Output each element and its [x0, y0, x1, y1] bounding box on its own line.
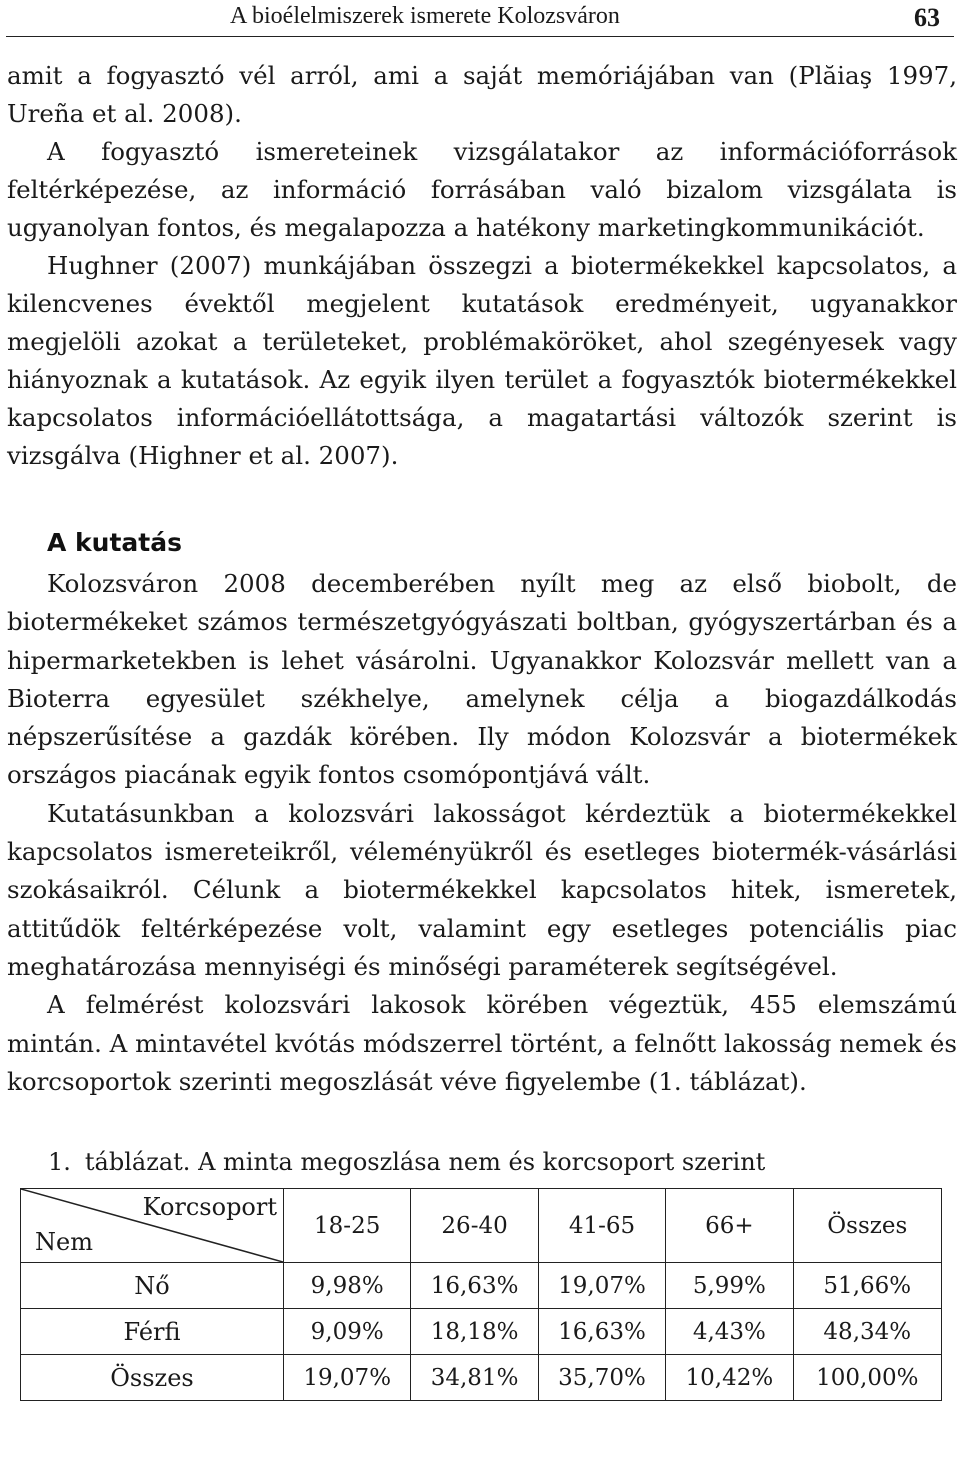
- column-axis-label: Korcsoport: [142, 1193, 277, 1221]
- table-cell: 18,18%: [411, 1309, 538, 1355]
- sample-distribution-table: [20, 1188, 942, 1401]
- paragraph: A fogyasztó ismereteinek vizsgálatakor az információforrások feltérképezése, az információ forrásában való bizalom vizsgálata is ugyanolyan fontos, és megalapozza a hatékony marketingkommunikációt.: [7, 137, 957, 242]
- paragraph: Hughner (2007) munkájában összegzi a biotermékekkel kapcsolatos, a kilencvenes évektől megjelent kutatások eredményeit, ugyanakkor megjelöli azokat a területeket, problémaköröket, ahol szegényesek vagy hiányoznak a kutatások. Az egyik ilyen terület a fogyasztók biotermékekkel kapcsolatos információellátottsága, a magatartási változók szerint is vizsgálva (Highner et al. 2007).: [7, 251, 957, 470]
- table-caption-text: táblázat. A minta megoszlása nem és korcsoport szerint: [84, 1148, 766, 1176]
- table-cell: 34,81%: [411, 1355, 538, 1401]
- page-number: 63: [914, 3, 940, 32]
- table-cell: 16,63%: [538, 1309, 665, 1355]
- paragraph: Kolozsváron 2008 decemberében nyílt meg az első biobolt, de biotermékeket számos természetgyógyászati boltban, gyógyszertárban és a hipermarketekben is lehet vásárolni. Ugyanakkor Kolozsvár mellett van a Bioterra egyesület székhelye, amelynek célja a biogazdálkodás népszerűsítése a gazdák körében. Ily módon Kolozsvár a biotermékek országos piacának egyik fontos csomópontjává vált.: [7, 569, 957, 790]
- table-cell: 35,70%: [538, 1355, 665, 1401]
- row-axis-label: Nem: [35, 1228, 93, 1256]
- intro-text: [7, 57, 957, 475]
- column-header: Összes: [793, 1189, 941, 1263]
- running-title: A bioélelmiszerek ismerete Kolozsváron: [230, 3, 620, 29]
- table-corner-cell: [21, 1189, 284, 1263]
- table-cell: 4,43%: [666, 1309, 793, 1355]
- section-heading: A kutatás: [47, 528, 182, 557]
- table-cell: 16,63%: [411, 1263, 538, 1309]
- page-header: [6, 0, 954, 37]
- table-row: [21, 1263, 942, 1309]
- table-cell: 48,34%: [793, 1309, 941, 1355]
- paragraph: amit a fogyasztó vél arról, ami a saját memóriájában van (Plăiaş 1997, Ureña et al. 2008).: [7, 61, 957, 128]
- table-cell: 51,66%: [793, 1263, 941, 1309]
- table-header-row: [21, 1189, 942, 1263]
- section-text: [7, 565, 957, 1101]
- table-cell: 100,00%: [793, 1355, 941, 1401]
- table-row: [21, 1309, 942, 1355]
- column-header: 26-40: [411, 1189, 538, 1263]
- paragraph: Kutatásunkban a kolozsvári lakosságot kérdeztük a biotermékekkel kapcsolatos ismereteikről, véleményükről és esetleges biotermék-vásárlási szokásaikról. Célunk a biotermékekkel kapcsolatos hitek, ismeretek, attitűdök feltérképezése volt, valamint egy esetleges potenciális piac meghatározása mennyiségi és minőségi paraméterek segítségével.: [7, 798, 957, 981]
- table-row: [21, 1355, 942, 1401]
- column-header: 41-65: [538, 1189, 665, 1263]
- column-header: 66+: [666, 1189, 793, 1263]
- column-header: 18-25: [284, 1189, 411, 1263]
- table-cell: 10,42%: [666, 1355, 793, 1401]
- row-label: Nő: [21, 1263, 284, 1309]
- table-number: 1.: [48, 1148, 71, 1176]
- table-caption: [48, 1148, 765, 1176]
- table-cell: 19,07%: [284, 1355, 411, 1401]
- row-label: Férfi: [21, 1309, 284, 1355]
- table-cell: 5,99%: [666, 1263, 793, 1309]
- table-cell: 9,09%: [284, 1309, 411, 1355]
- table-cell: 9,98%: [284, 1263, 411, 1309]
- row-label: Összes: [21, 1355, 284, 1401]
- paragraph: A felmérést kolozsvári lakosok körében végeztük, 455 elemszámú mintán. A mintavétel kvótás módszerrel történt, a felnőtt lakosság nemek és korcsoportok szerinti megoszlását véve figyelembe (1. táblázat).: [7, 990, 957, 1096]
- table-cell: 19,07%: [538, 1263, 665, 1309]
